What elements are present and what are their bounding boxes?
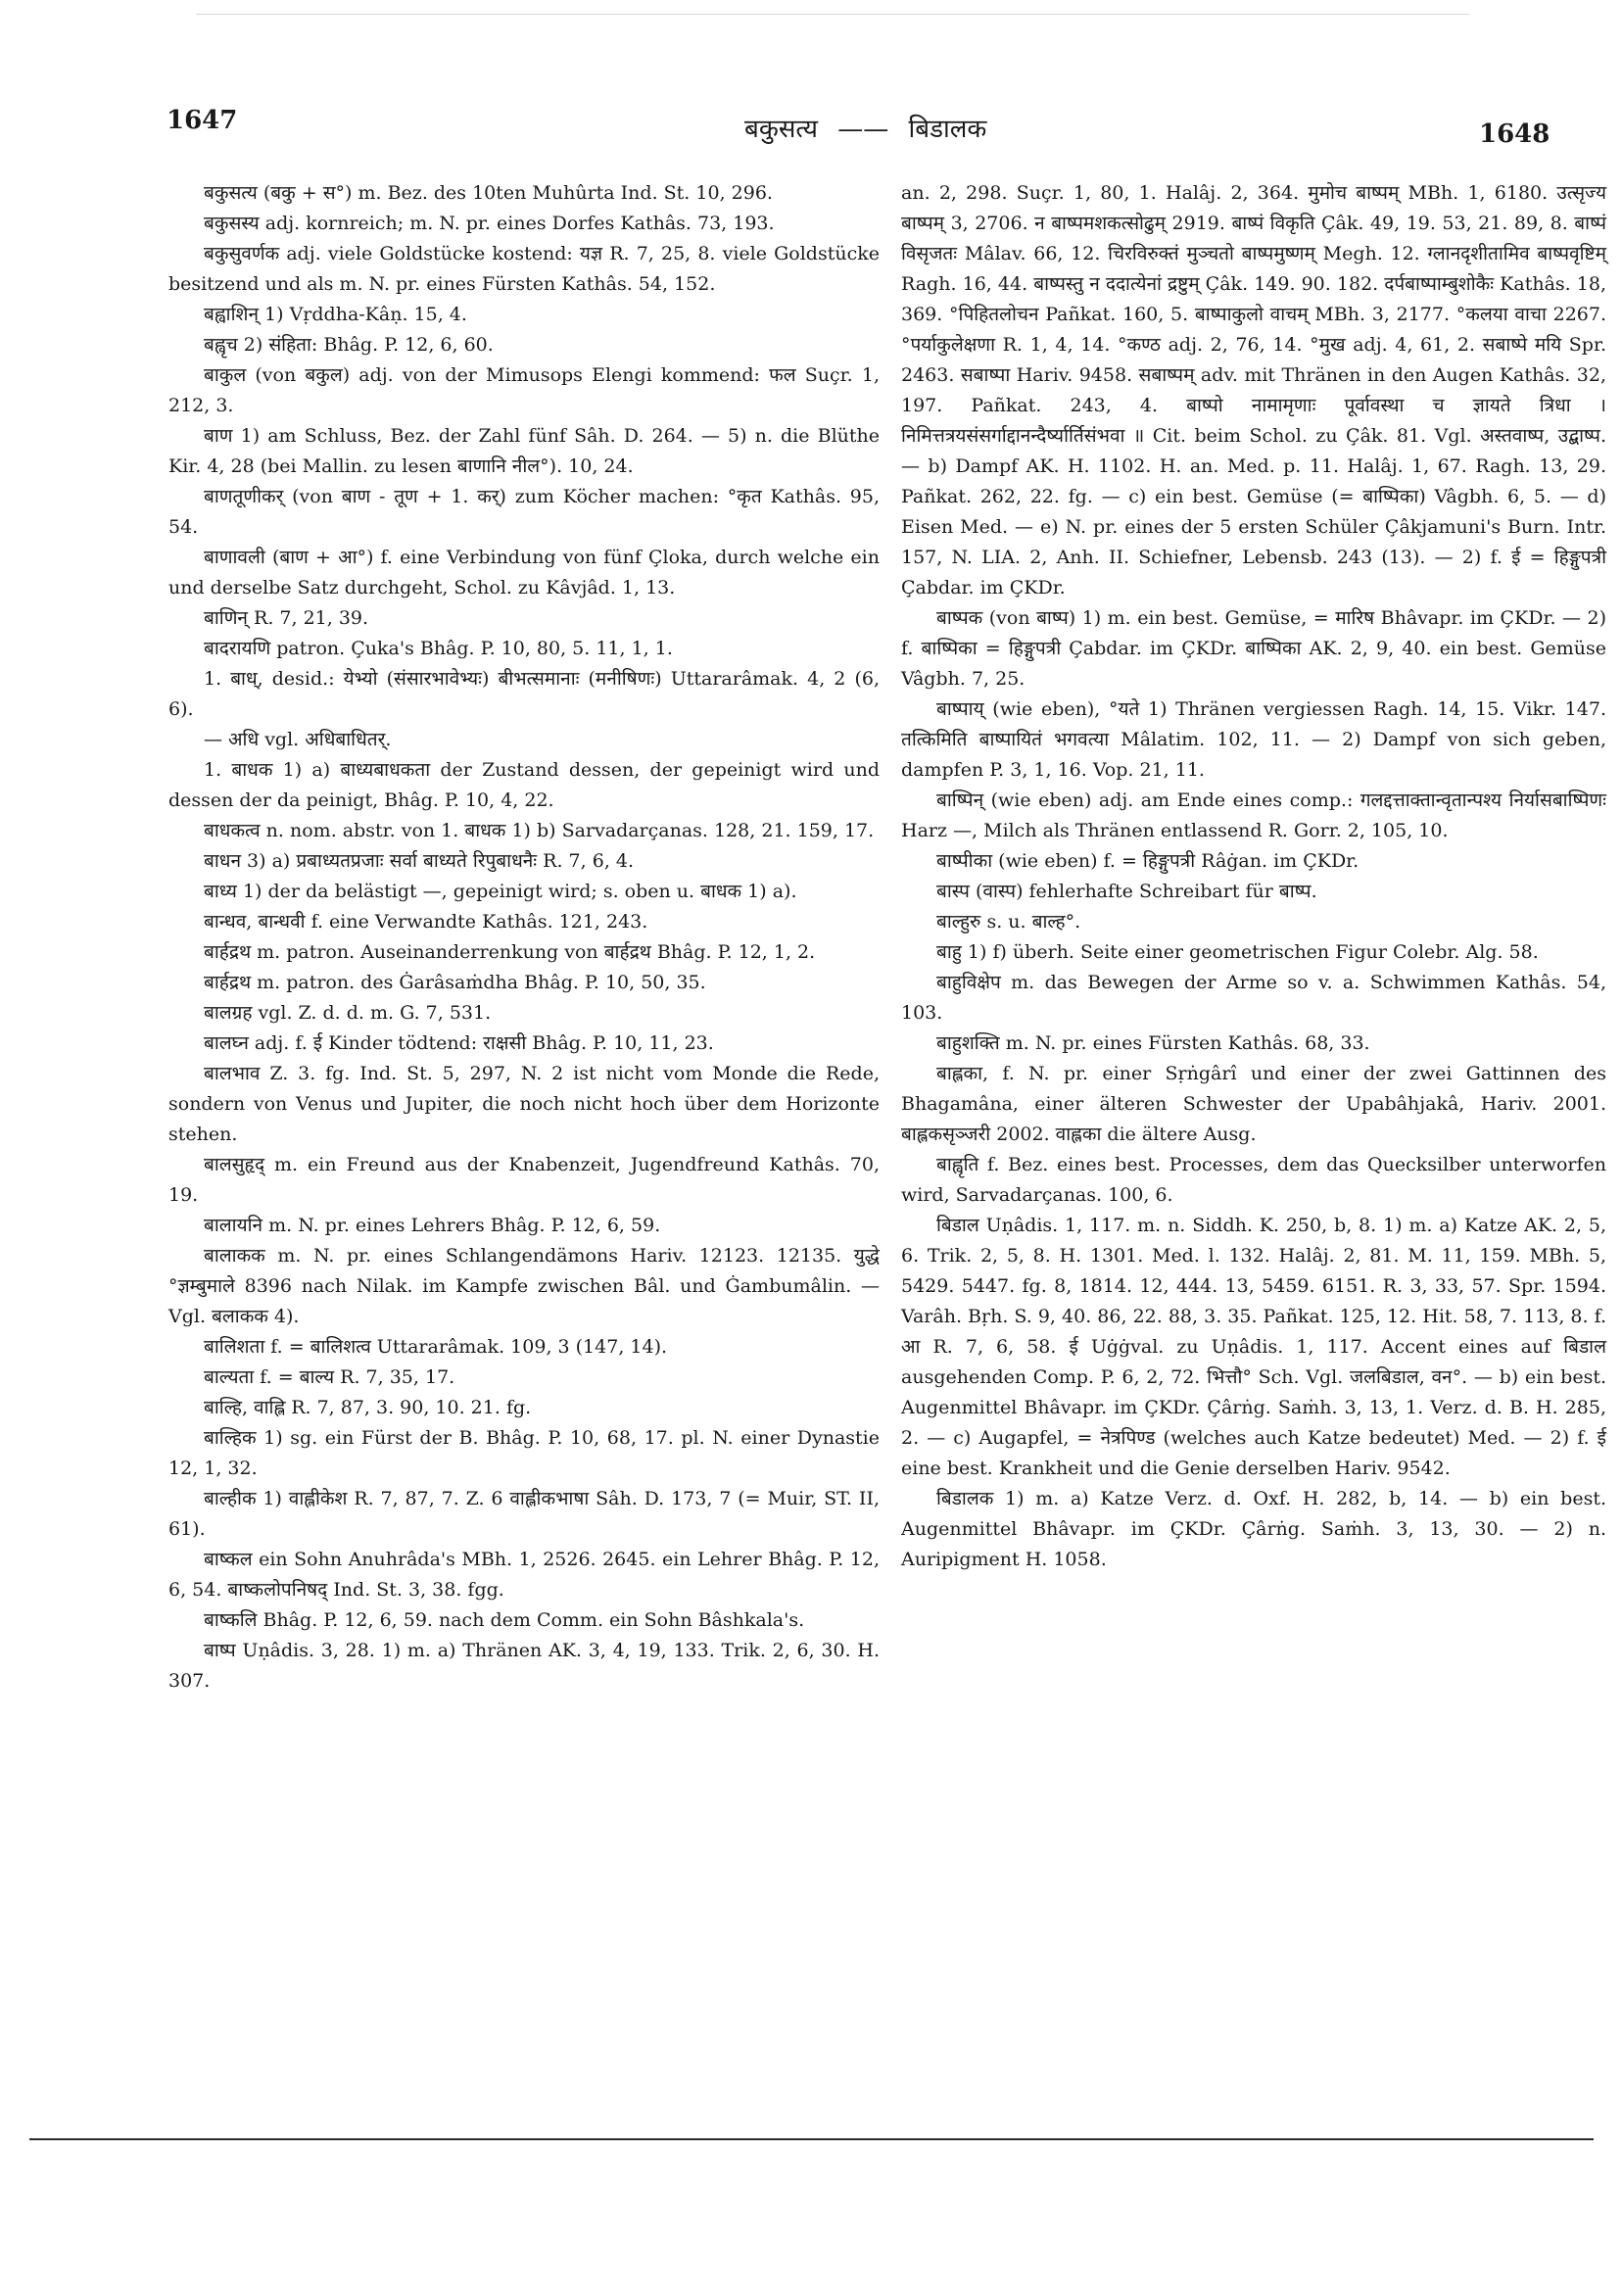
dictionary-entry: बिडाल Uṇâdis. 1, 117. m. n. Siddh. K. 250, b, 8. 1) m. a) Katze AK. 2, 5, 6. Trik. 2, 5, 8. H. 1301. Med. l. 132. Halâj. 2, 81. M. 11, 159. MBh. 5, 5429. 5447. fg. 8, 1814. 12, 444. 13, 5459. 6151. R. 3, 33, 57. Spr. 1594. Varâh. Bṛh. S. 9, 40. 86, 22. 88, 3. 35. Pañkat. 125, 12. Hit. 58, 7. 113, 8. f. आ R. 7, 6, 58. ई Uġġval. zu Uṇâdis. 1, 117. Accent eines auf बिडाल ausgehenden Comp. P. 6, 2, 72. भित्तौ° Sch. Vgl. जलबिडाल, वन°. — b) ein best. Augenmittel Bhâvapr. im ÇKDr. Çârṅg. Saṁh. 3, 13, 1. Verz. d. B. H. 285, 2. — c) Augapfel, = नेत्रपिण्ड (welches auch Katze bedeutet) Med. — 2) f. ई eine best. Krankheit und die Genie derselben Hariv. 9542. [901, 1215, 1606, 1479]
dictionary-entry: बाल्हीक 1) वाह्लीकेश R. 7, 87, 7. Z. 6 वाह्लीकभाषा Sâh. D. 173, 7 (= Muir, ST. II, 61). [168, 1488, 880, 1540]
dictionary-entry: बाहुविक्षेप m. das Bewegen der Arme so v. a. Schwimmen Kathâs. 54, 103. [901, 972, 1606, 1024]
dictionary-entry: बास्प (वास्प) fehlerhafte Schreibart für बाष्प. [936, 881, 1317, 902]
dictionary-entry: बाण 1) am Schluss, Bez. der Zahl fünf Sâh. D. 264. — 5) n. die Blüthe Kir. 4, 28 (bei Mallin. zu lesen बाणानि नील°). 10, 24. [168, 425, 880, 477]
dictionary-entry: बाहुशक्ति m. N. pr. eines Fürsten Kathâs. 68, 33. [936, 1032, 1370, 1054]
dictionary-entry: बादरायणि patron. Çuka's Bhâg. P. 10, 80, 5. 11, 1, 1. [204, 638, 673, 659]
dictionary-entry: बार्हद्रथ m. patron. des Ġarâsaṁdha Bhâg. P. 10, 50, 35. [204, 972, 706, 993]
dictionary-entry: बाह्लका, f. N. pr. einer Sṛṅgârî und einer der zwei Gattinnen des Bhagamâna, einer älteren Schwester der Upabâhjakâ, Hariv. 2001. बाह्लकसृञ्जरी 2002. वाह्लका die ältere Ausg. [901, 1063, 1606, 1145]
dictionary-entry: बाष्पाय् (wie eben), °यते 1) Thränen vergiessen Ragh. 14, 15. Vikr. 147. तत्किमिति बाष्पायितं भगवत्या Mâlatim. 102, 11. — 2) Dampf von sich geben, dampfen P. 3, 1, 16. Vop. 21, 11. [901, 698, 1606, 781]
dictionary-entry: बाष्पक (von बाष्प) 1) m. ein best. Gemüse, = मारिष Bhâvapr. im ÇKDr. — 2) f. बाष्पिका = हिङ्गुपत्री Çabdar. im ÇKDr. बाष्पिका AK. 2, 9, 40. ein best. Gemüse Vâgbh. 7, 25. [901, 607, 1606, 690]
dictionary-entry: बाष्पिन् (wie eben) adj. am Ende eines comp.: गलद्दत्ताक्तान्वृतान्पश्य निर्यासबाष्पिणः Harz —, Milch als Thränen entlassend R. Gorr. 2, 105, 10. [901, 789, 1606, 841]
dictionary-entry: बाध्य 1) der da belästigt —, gepeinigt wird; s. oben u. बाधक 1) a). [204, 881, 797, 902]
dictionary-entry: बालभाव Z. 3. fg. Ind. St. 5, 297, N. 2 ist nicht vom Monde die Rede, sondern von Venus und Jupiter, die noch nicht hoch über dem Horizonte stehen. [168, 1063, 880, 1145]
dictionary-entry: बाष्पीका (wie eben) f. = हिङ्गुपत्री Râġan. im ÇKDr. [936, 850, 1360, 872]
bottom-rule [29, 2138, 1594, 2140]
dictionary-entry: बालसुहृद् m. ein Freund aus der Knabenzeit, Jugendfreund Kathâs. 70, 19. [168, 1154, 880, 1206]
running-head-dash: —— [837, 115, 889, 144]
dictionary-entry: बाणतूणीकर् (von बाण - तूण + 1. कर्) zum Köcher machen: °कृत Kathâs. 95, 54. [168, 486, 880, 538]
dictionary-entry: बालग्रह vgl. Z. d. d. m. G. 7, 531. [204, 1002, 492, 1024]
dictionary-entry-continued: an. 2, 298. Suçr. 1, 80, 1. Halâj. 2, 364. मुमोच बाष्पम् MBh. 1, 6180. उत्सृज्य बाष्पम् 3, 2706. न बाष्पमशकत्सोढुम् 2919. बाष्पं विकृति Çâk. 49, 19. 53, 21. 89, 8. बाष्पं विसृजतः Mâlav. 66, 12. चिरविरुक्तं मुञ्चतो बाष्पमुष्णम् Megh. 12. ग्लानदृशीतामिव बाष्पवृष्टिम् Ragh. 16, 44. बाष्पस्तु न ददात्येनां द्रष्टुम् Çâk. 149. 90. 182. दर्पबाष्पाम्बुशोकैः Kathâs. 18, 369. °पिहितलोचन Pañkat. 160, 5. बाष्पाकुलो वाचम् MBh. 3, 2177. °कलया वाचा 2267. °पर्याकुलेक्षणा R. 1, 4, 14. °कण्ठ adj. 2, 76, 14. °मुख adj. 4, 61, 2. सबाष्पे मयि Spr. 2463. सबाष्पा Hariv. 9458. सबाष्पम् adv. mit Thränen in den Augen Kathâs. 32, 197. Pañkat. 243, 4. बाष्पो नामामृणाः पूर्वावस्था च ज्ञायते त्रिधा । निमित्तत्रयसंसर्गाद्दानन्दैर्ष्यार्तिसंभवा ॥ Cit. beim Schol. zu Çâk. 81. Vgl. अस्तवाष्प, उद्बाष्प. — b) Dampf AK. H. 1102. H. an. Med. p. 11. Halâj. 1, 67. Ragh. 13, 29. Pañkat. 262, 22. fg. — c) ein best. Gemüse (= बाष्पिका) Vâgbh. 6, 5. — d) Eisen Med. — e) N. pr. eines der 5 ersten Schüler Çâkjamuni's Burn. Intr. 157, N. LIA. 2, Anh. II. Schiefner, Lebensb. 243 (13). — 2) f. ई = हिङ्गुपत्री Çabdar. im ÇKDr. [901, 182, 1606, 598]
dictionary-entry: बाकुल (von बकुल) adj. von der Mimusops Elengi kommend: फल Suçr. 1, 212, 3. [168, 364, 880, 416]
dictionary-entry: बाष्कल ein Sohn Anuhrâda's MBh. 1, 2526. 2645. ein Lehrer Bhâg. P. 12, 6, 54. बाष्कलोपनिषद् Ind. St. 3, 38. fgg. [168, 1549, 880, 1601]
dictionary-entry: बाल्हिक 1) sg. ein Fürst der B. Bhâg. P. 10, 68, 17. pl. N. einer Dynastie 12, 1, 32. [168, 1427, 880, 1479]
dictionary-entry: बकुसुवर्णक adj. viele Goldstücke kostend: यज्ञ R. 7, 25, 8. viele Goldstücke besitzend und als m. N. pr. eines Fürsten Kathâs. 54, 152. [168, 243, 880, 295]
dictionary-entry: बाष्प Uṇâdis. 3, 28. 1) m. a) Thränen AK. 3, 4, 19, 133. Trik. 2, 6, 30. H. 307. [168, 1640, 880, 1692]
running-head [744, 110, 986, 145]
dictionary-entry: बाधन 3) a) प्रबाध्यतप्रजाः सर्वा बाध्यते रिपुबाधनैः R. 7, 6, 4. [204, 850, 635, 872]
dictionary-entry: बाल्यता f. = बाल्य R. 7, 35, 17. [204, 1366, 455, 1388]
dictionary-entry: बकुसत्य (बकु + स°) m. Bez. des 10ten Muhûrta Ind. St. 10, 296. [204, 182, 773, 204]
dictionary-entry: बाल्हुरु s. u. बाल्ह°. [936, 911, 1081, 933]
running-head-first: बकुसत्य [744, 115, 819, 144]
top-rule [196, 14, 1469, 15]
dictionary-entry: — अधि vgl. अधिबाधितर्. [204, 729, 392, 750]
dictionary-entry: बिडालक 1) m. a) Katze Verz. d. Oxf. H. 282, b, 14. — b) ein best. Augenmittel Bhâvapr. im ÇKDr. Çârṅg. Saṁh. 3, 13, 30. — 2) n. Auripigment H. 1058. [901, 1488, 1606, 1570]
dictionary-entry: 1. बाध्, desid.: येभ्यो (संसारभावेभ्यः) बीभत्समानाः (मनीषिणः) Uttararâmak. 4, 2 (6, 6). [168, 668, 880, 720]
running-head-last: बिडालक [908, 115, 987, 144]
left-column [168, 178, 880, 1697]
page-number-left: 1647 [167, 106, 238, 135]
dictionary-entry: बाष्कलि Bhâg. P. 12, 6, 59. nach dem Comm. ein Sohn Bâshkala's. [204, 1609, 805, 1631]
dictionary-entry: बाल्हि, वाह्लि R. 7, 87, 3. 90, 10. 21. fg. [204, 1397, 532, 1418]
dictionary-entry: बह्वृच 2) संहिता: Bhâg. P. 12, 6, 60. [204, 334, 494, 356]
dictionary-entry: बान्धव, बान्धवी f. eine Verwandte Kathâs. 121, 243. [204, 911, 648, 933]
dictionary-entry: बाह्वृति f. Bez. eines best. Processes, dem das Quecksilber unterworfen wird, Sarvadarçanas. 100, 6. [901, 1154, 1606, 1206]
dictionary-entry: बह्वाशिन् 1) Vṛddha-Kâṇ. 15, 4. [204, 304, 467, 325]
dictionary-entry: बालायनि m. N. pr. eines Lehrers Bhâg. P. 12, 6, 59. [204, 1215, 661, 1236]
dictionary-entry: बालघ्न adj. f. ई Kinder tödtend: राक्षसी Bhâg. P. 10, 11, 23. [204, 1032, 714, 1054]
dictionary-entry: 1. बाधक 1) a) बाध्यबाधकता der Zustand dessen, der gepeinigt wird und dessen der da peinigt, Bhâg. P. 10, 4, 22. [168, 759, 880, 811]
dictionary-entry: बार्हद्रथ m. patron. Auseinanderrenkung von बार्हद्रथ Bhâg. P. 12, 1, 2. [204, 941, 816, 963]
page-number-right: 1648 [1479, 120, 1550, 149]
dictionary-entry: बाधकत्व n. nom. abstr. von 1. बाधक 1) b) Sarvadarçanas. 128, 21. 159, 17. [204, 820, 875, 841]
dictionary-entry: बाणावली (बाण + आ°) f. eine Verbindung von fünf Çloka, durch welche ein und derselbe Satz durchgeht, Schol. zu Kâvjâd. 1, 13. [168, 547, 880, 598]
page-header [0, 106, 1622, 149]
dictionary-entry: बालिशता f. = बालिशत्व Uttararâmak. 109, 3 (147, 14). [204, 1336, 668, 1358]
right-column [901, 178, 1606, 1575]
dictionary-entry: बाहु 1) f) überh. Seite einer geometrischen Figur Colebr. Alg. 58. [936, 941, 1539, 963]
dictionary-entry: बकुसस्य adj. kornreich; m. N. pr. eines Dorfes Kathâs. 73, 193. [204, 213, 775, 234]
dictionary-entry: बालाकक m. N. pr. eines Schlangendämons Hariv. 12123. 12135. युद्धे °ज्ञम्बुमाले 8396 nach Nilak. im Kampfe zwischen Bâl. und Ġambumâlin. — Vgl. बलाकक 4). [168, 1245, 880, 1327]
dictionary-entry: बाणिन् R. 7, 21, 39. [204, 607, 369, 629]
